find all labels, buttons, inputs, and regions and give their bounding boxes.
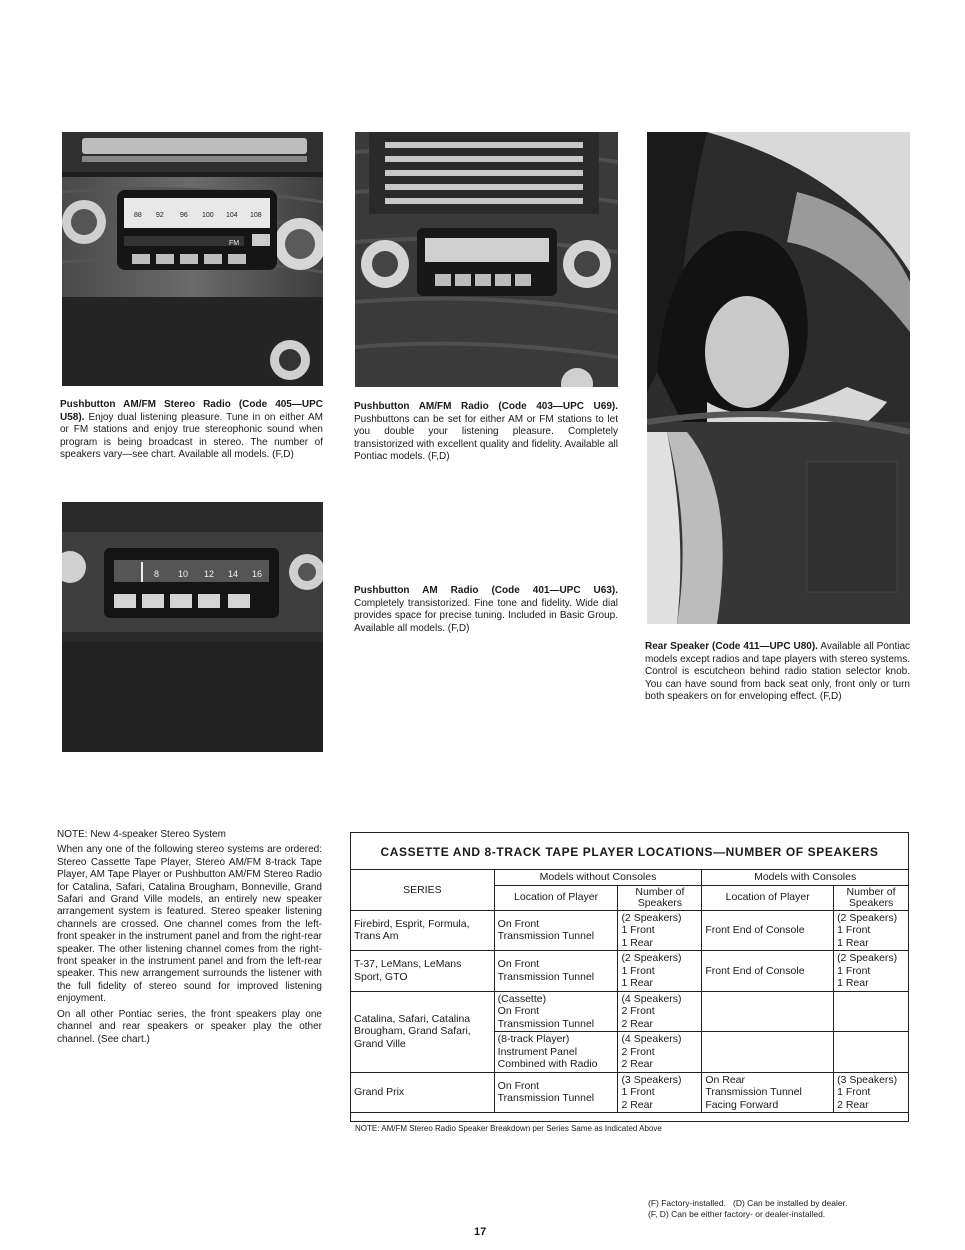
cell-location: Front End of Console [702,910,834,951]
cell-speakers: (4 Speakers) 2 Front 2 Rear [618,1032,702,1073]
dial-number: 10 [178,569,189,579]
cell-location: On Front Transmission Tunnel [494,1072,618,1113]
dial-number: 108 [250,212,262,219]
caption-title: Rear Speaker (Code 411—UPC U80). [645,641,818,652]
header-speakers: Number of Speakers [618,885,702,910]
dial-number: 88 [134,212,142,219]
header-location: Location of Player [702,885,834,910]
cell-speakers: (2 Speakers) 1 Front 1 Rear [618,951,702,992]
table-row [351,910,909,951]
dial-number: 14 [228,569,239,579]
caption-body: Completely transistorized. Fine tone and fidelity. Wide dial provides space for precise tuning. Included in Basic Group. Available all models. (F,D) [354,597,618,634]
dial-number: 96 [180,212,188,219]
cell-series: T-37, LeMans, LeMans Sport, GTO [351,951,495,992]
photo-am-fm-radio [355,132,618,387]
installation-footnotes: (F) Factory-installed. (D) Can be installed by dealer. (F, D) Can be either factory- or dealer-installed. [648,1198,848,1219]
header-speakers: Number of Speakers [834,885,909,910]
dial-number: 100 [202,212,214,219]
cell-speakers: (3 Speakers) 1 Front 2 Rear [834,1072,909,1113]
caption-title: Pushbutton AM/FM Radio (Code 403—UPC U69). [354,401,618,412]
header-with-consoles: Models with Consoles [702,870,909,886]
caption-am-fm-stereo-radio [60,399,323,462]
dial-number: 92 [156,212,164,219]
caption-title: Pushbutton AM/FM Stereo Radio (Code 405—UPC U58). [60,399,323,423]
caption-body: Enjoy dual listening pleasure. Tune in on either AM or FM stations and enjoy true stereophonic sound when program is being broadcast in stereo. The number of speakers vary—see chart. Available all models. (F,D) [60,411,323,461]
cell-location: On Front Transmission Tunnel [494,910,618,951]
caption-rear-speaker [645,641,910,704]
cell-location: On Rear Transmission Tunnel Facing Forward [702,1072,834,1113]
cell-speakers [834,991,909,1032]
cell-speakers: (3 Speakers) 1 Front 2 Rear [618,1072,702,1113]
speaker-locations-chart [350,832,909,1122]
cell-location [702,1032,834,1073]
note-paragraph: When any one of the following stereo systems are ordered: Stereo Cassette Tape Player, Stereo AM/FM 8-track Tape Player, AM Tape Player or Pushbutton AM/FM Stereo Radio for Catalina, Safari, Catalina Brougham, Bonneville, Grand Safari and Grand Ville models, an entirely new speaker arrangement system is featured. Stereo speaker listening channels are crossed. One channel comes from the left-front speaker in the instrument panel and from the right-rear speaker. The other listening channel comes from the right-front speaker in the instrument panel and from the left-rear speaker. This new arrangement surrounds the listener with the full fidelity of stereo sound for improved listening enjoyment. [57,844,322,1005]
note-4-speaker-stereo [57,829,322,1049]
table-row [351,1072,909,1113]
table-row [351,991,909,1032]
table-header-row [351,870,909,886]
header-series: SERIES [351,870,495,911]
cell-speakers [834,1032,909,1073]
page-number: 17 [474,1226,487,1238]
photo-rear-speaker [647,132,910,624]
cell-series: Grand Prix [351,1072,495,1113]
cell-location [702,991,834,1032]
dial-number: 12 [204,569,215,579]
caption-body: Available all Pontiac models except radios and tape players with stereo systems. Control is escutcheon behind radio station selector knob. You can have sound from back seat only, front only or turn both speakers on for enveloping effect. (F,D) [645,641,911,703]
header-without-consoles: Models without Consoles [494,870,702,886]
caption-am-fm-radio [354,401,618,464]
cell-location: (8-track Player) Instrument Panel Combined with Radio [494,1032,618,1073]
chart-title: CASSETTE AND 8-TRACK TAPE PLAYER LOCATIONS—NUMBER OF SPEAKERS [380,845,879,859]
cell-series: Firebird, Esprit, Formula, Trans Am [351,910,495,951]
cell-series: Catalina, Safari, Catalina Brougham, Grand Safari, Grand Ville [351,991,495,1072]
caption-body: Pushbuttons can be set for either AM or FM stations to let you double your listening pleasure. Completely transistorized with excellent quality and fidelity. Available all Pontiac models. (F,D) [354,413,618,463]
dial-number: 8 [154,569,160,579]
cell-speakers: (2 Speakers) 1 Front 1 Rear [618,910,702,951]
chart-footnote: NOTE: AM/FM Stereo Radio Speaker Breakdown per Series Same as Indicated Above [355,1124,662,1133]
photo-am-radio [62,502,323,752]
speaker-table [350,869,909,1113]
cell-location: (Cassette) On Front Transmission Tunnel [494,991,618,1032]
table-row [351,951,909,992]
dial-number: 104 [226,212,238,219]
cell-location: Front End of Console [702,951,834,992]
header-location: Location of Player [494,885,618,910]
photo-am-fm-stereo-radio [62,132,323,386]
cell-speakers: (2 Speakers) 1 Front 1 Rear [834,951,909,992]
note-title: NOTE: New 4-speaker Stereo System [57,829,226,840]
caption-title: Pushbutton AM Radio (Code 401—UPC U63). [354,585,618,596]
cell-speakers: (4 Speakers) 2 Front 2 Rear [618,991,702,1032]
cell-speakers: (2 Speakers) 1 Front 1 Rear [834,910,909,951]
fm-badge: FM [229,240,240,247]
cell-location: On Front Transmission Tunnel [494,951,618,992]
caption-am-radio [354,585,618,635]
note-paragraph: On all other Pontiac series, the front speakers play one channel and rear speakers or speaker play the other channel. (See chart.) [57,1008,322,1045]
dial-number: 16 [252,569,263,579]
